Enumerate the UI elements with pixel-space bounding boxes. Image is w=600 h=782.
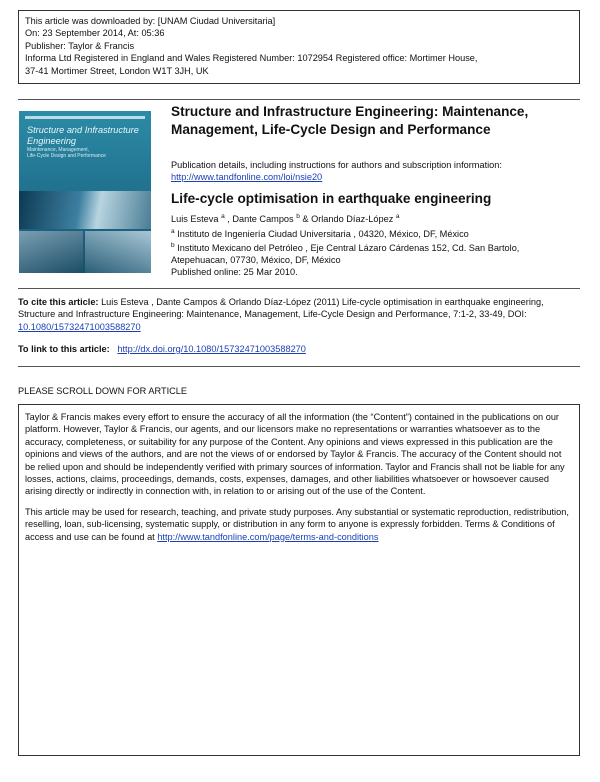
author-affiliation-mark: b (296, 213, 300, 220)
author-name: Luis Esteva (171, 214, 219, 225)
doi-link[interactable]: 10.1080/15732471003588270 (18, 321, 141, 332)
article-link-line (18, 344, 306, 354)
citation-text: Luis Esteva , Dante Campos & Orlando Díaz-López (2011) Life-cycle optimisation in earthquake engineering, Structure and Infrastructure Engineering: Maintenance, Management, Life-Cycle Design and Performance, 7:1-2, 33-49, DOI: (18, 297, 544, 320)
disclaimer-paragraph: Taylor & Francis makes every effort to ensure the accuracy of all the information (the “Content”) contained in the publications on our platform. However, Taylor & Francis, our agents, and our licensors make no representations or warranties whatsoever as to the accuracy, completeness, or suitability for any purpose of the Content. Any opinions and views expressed in this publication are the opinions and views of the authors, and are not the views of or endorsed by Taylor & Francis. The accuracy of the Content should not be relied upon and should be independently verified with primary sources of information. Taylor and Francis shall not be liable for any losses, actions, claims, proceedings, demands, costs, expenses, damages, and other liabilities whatsoever or howsoever caused arising directly or indirectly in connection with, in relation to or arising out of the use of the Content. (25, 412, 565, 497)
affiliation-mark: b (171, 242, 175, 249)
article-doi-url-link[interactable]: http://dx.doi.org/10.1080/15732471003588270 (117, 344, 306, 354)
cover-photo (85, 231, 151, 273)
author-name: Dante Campos (232, 214, 294, 225)
journal-cover-image (19, 111, 151, 273)
disclaimer-paragraph-terms (25, 506, 573, 543)
publication-details-label: Publication details, including instructions for authors and subscription information: (171, 160, 502, 170)
cover-subtitle-line: Life-Cycle Design and Performance (27, 153, 106, 159)
cover-photo (19, 231, 83, 273)
affiliation-a (171, 226, 581, 240)
article-link-label: To link to this article: (18, 344, 110, 354)
disclaimer-box (18, 404, 580, 756)
cover-subtitle-line: Maintenance, Management, (27, 147, 89, 153)
cover-subtitle (27, 147, 145, 161)
affiliation-mark: a (171, 228, 175, 235)
mid-divider (18, 288, 580, 289)
cover-band (25, 116, 145, 119)
journal-url-link[interactable]: http://www.tandfonline.com/loi/nsie20 (171, 172, 323, 183)
affiliation-text: Instituto Mexicano del Petróleo , Eje Central Lázaro Cárdenas 152, Cd. San Bartolo, (177, 243, 520, 254)
download-notice-line: Informa Ltd Registered in England and Wales Registered Number: 1072954 Registered office: Mortimer House, (25, 53, 478, 64)
citation-block (18, 296, 580, 333)
author-affiliation-mark: a (221, 213, 225, 220)
cover-photo (19, 191, 151, 229)
author-list: Luis Esteva $^a$ , Dante Campos $^b$ & Orlando Díaz-López $^a$ (171, 213, 400, 225)
affiliation-b (171, 240, 581, 267)
cover-title: Structure and Infrastructure Engineering (27, 125, 139, 146)
terms-conditions-link[interactable]: http://www.tandfonline.com/page/terms-and-conditions (157, 531, 379, 542)
download-notice-line: 37-41 Mortimer Street, London W1T 3JH, UK (25, 65, 209, 76)
author-name: Orlando Díaz-López (311, 214, 394, 225)
article-title: Life-cycle optimisation in earthquake engineering (171, 191, 492, 206)
citation-label: To cite this article: (18, 297, 99, 307)
publication-details (171, 159, 581, 184)
top-divider (18, 99, 580, 100)
disclaimer-text: This article may be used for research, teaching, and private study purposes. Any substantial or systematic reproduction, redistribution, reselling, loan, sub-licensing, systematic supply, or distribution in any form to anyone is expressly forbidden. Terms & Conditions of access and use can be found at (25, 506, 569, 542)
download-notice-line: On: 23 September 2014, At: 05:36 (25, 28, 165, 39)
download-notice-line: This article was downloaded by: [UNAM Ciudad Universitaria] (25, 16, 276, 26)
author-affiliation-mark: a (395, 213, 400, 220)
lower-divider (18, 366, 580, 367)
affiliation-text: Atepehuacan, 07730, México, DF, México (171, 255, 341, 266)
affiliation-text: Instituto de Ingeniería Ciudad Universitaria , 04320, México, DF, México (177, 229, 469, 240)
published-date: Published online: 25 Mar 2010. (171, 267, 298, 277)
download-notice-box (18, 10, 580, 84)
scroll-notice: PLEASE SCROLL DOWN FOR ARTICLE (18, 386, 187, 396)
download-notice-line: Publisher: Taylor & Francis (25, 40, 135, 51)
journal-title: Structure and Infrastructure Engineering: Maintenance, Management, Life-Cycle Design and Performance (171, 104, 529, 137)
